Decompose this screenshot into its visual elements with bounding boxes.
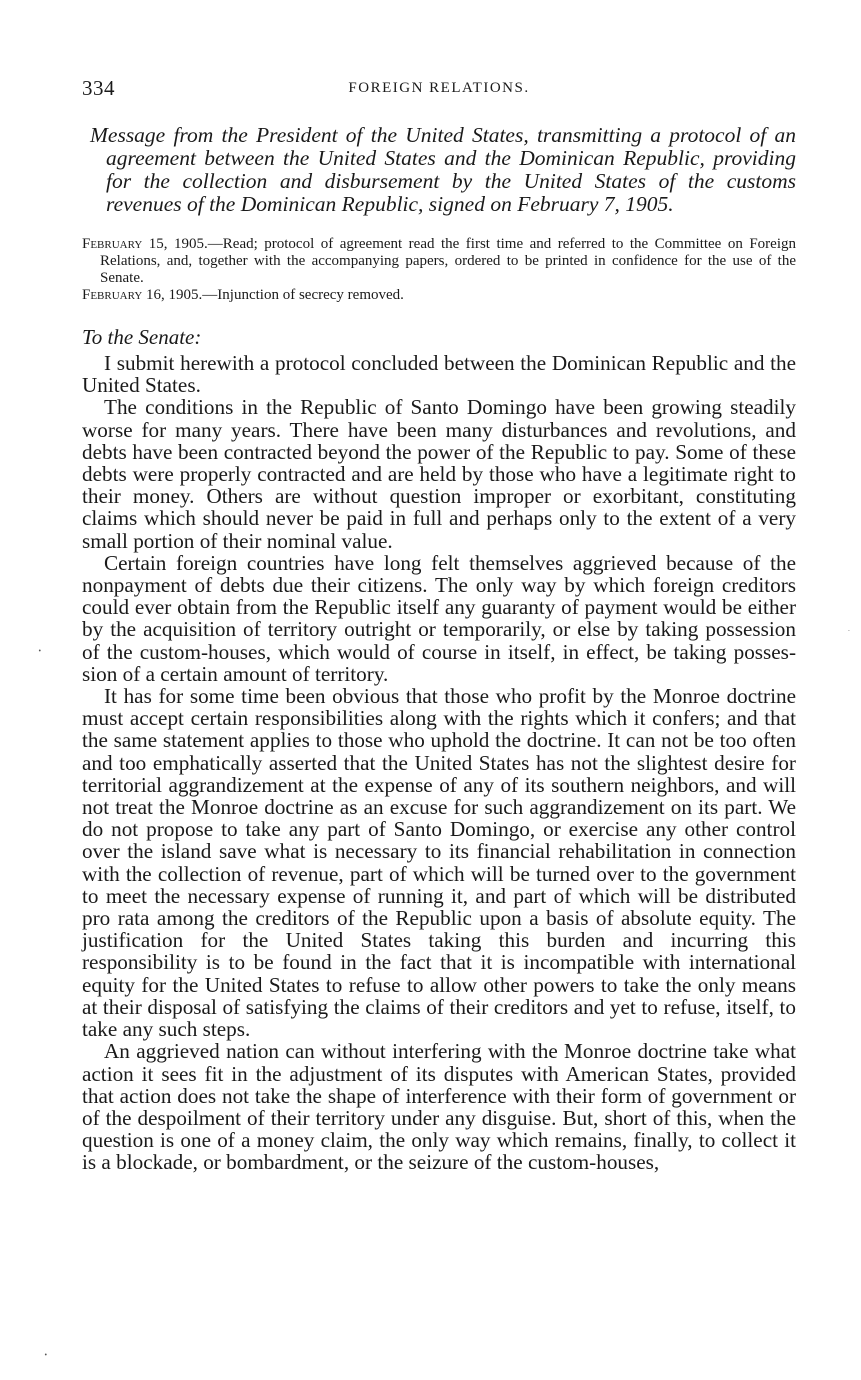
paragraph: Certain foreign countries have long felt themselves aggrieved because of the nonpayment of debts due their citizens. The only way by which foreign creditors could ever obtain from the Republic itself any guaranty of payment would be either by the acquisition of territory outright or temporarily, or else by taking possession of the custom-houses, which would of course in itself, in effect, be taking possession of a certain amount of territory. [82, 550, 796, 686]
scan-speck: • [38, 648, 42, 655]
note-text: —Read; protocol of agreement read the first time and referred to the Committee on Foreign Relations, and, together with the accompanying papers, ordered to be printed in confidence for the use of the Senate. [100, 236, 796, 286]
document-title: Message from the President of the United States, transmitting a protocol of an agreement between the United States and the Dominican Republic, providing for the collection and disbursement by the United States of the customs revenues of the Dominican Republic, signed on February 7, 1905. [90, 123, 796, 216]
paragraph: It has for some time been obvious that those who profit by the Monroe doctrine must accept certain responsibilities along with the rights which it confers; and that the same statement applies to those who uphold the doctrine. It can not be too often and too emphatically asserted that the United States has not the slightest desire for territorial aggrandizement at the expense of any of its southern neighbors, and will not treat the Monroe doctrine as an excuse for such aggrandizement on its part. We do not propose to take any part of Santo Domingo, or exercise any other control over the island save what is necessary to its financial rehabilitation in connection with the collection of revenue, part of which will be turned over to the government to meet the necessary expense of running it, and part of which will be distributed pro rata among the creditors of the Republic upon a basis of absolute equity. The justification for the United States taking this burden and incurring this responsibility is to be found in the fact that it is incompatible with international equity for the United States to refuse to allow other powers to take the only means at their disposal of satisfying the claims of their creditors and yet to refuse, itself, to take any such steps. [82, 684, 796, 1042]
scan-speck: · [848, 628, 850, 635]
paragraph: I submit herewith a protocol concluded between the Dominican Republic and the United States. [82, 351, 796, 398]
scan-speck: • [44, 1352, 48, 1359]
message-body [82, 352, 796, 1174]
note-first [82, 236, 796, 287]
page-header [82, 70, 796, 104]
note-text: —Injunction of secrecy removed. [202, 287, 404, 303]
salutation: To the Senate: [82, 325, 202, 349]
paragraph: An aggrieved nation can without interfering with the Monroe doctrine take what action it sees fit in the adjustment of its disputes with American States, provided that action does not take the shape of interference with their form of government or of the despoilment of their territory under any disguise. But, short of this, when the question is one of a money claim, the only way which remains, finally, to collect it is a blockade, or bombardment, or the seizure of the custom-houses, [82, 1039, 796, 1175]
note-second [82, 287, 796, 304]
note-date: February 15, 1905. [82, 236, 208, 252]
document-page [82, 70, 796, 1174]
paragraph: The conditions in the Republic of Santo Domingo have been growing steadily worse for many years. There have been many disturbances and revolutions, and debts have been contracted beyond the power of the Republic to pay. Some of these debts were properly contracted and are held by those who have a legitimate right to their money. Others are without question improper or exorbitant, constituting claims which should never be paid in full and perhaps only to the extent of a very small portion of their nominal value. [82, 395, 796, 553]
running-head: FOREIGN RELATIONS. [348, 80, 530, 96]
legislative-notes [82, 236, 796, 304]
note-date: February 16, 1905. [82, 287, 203, 303]
page-number: 334 [82, 76, 115, 100]
